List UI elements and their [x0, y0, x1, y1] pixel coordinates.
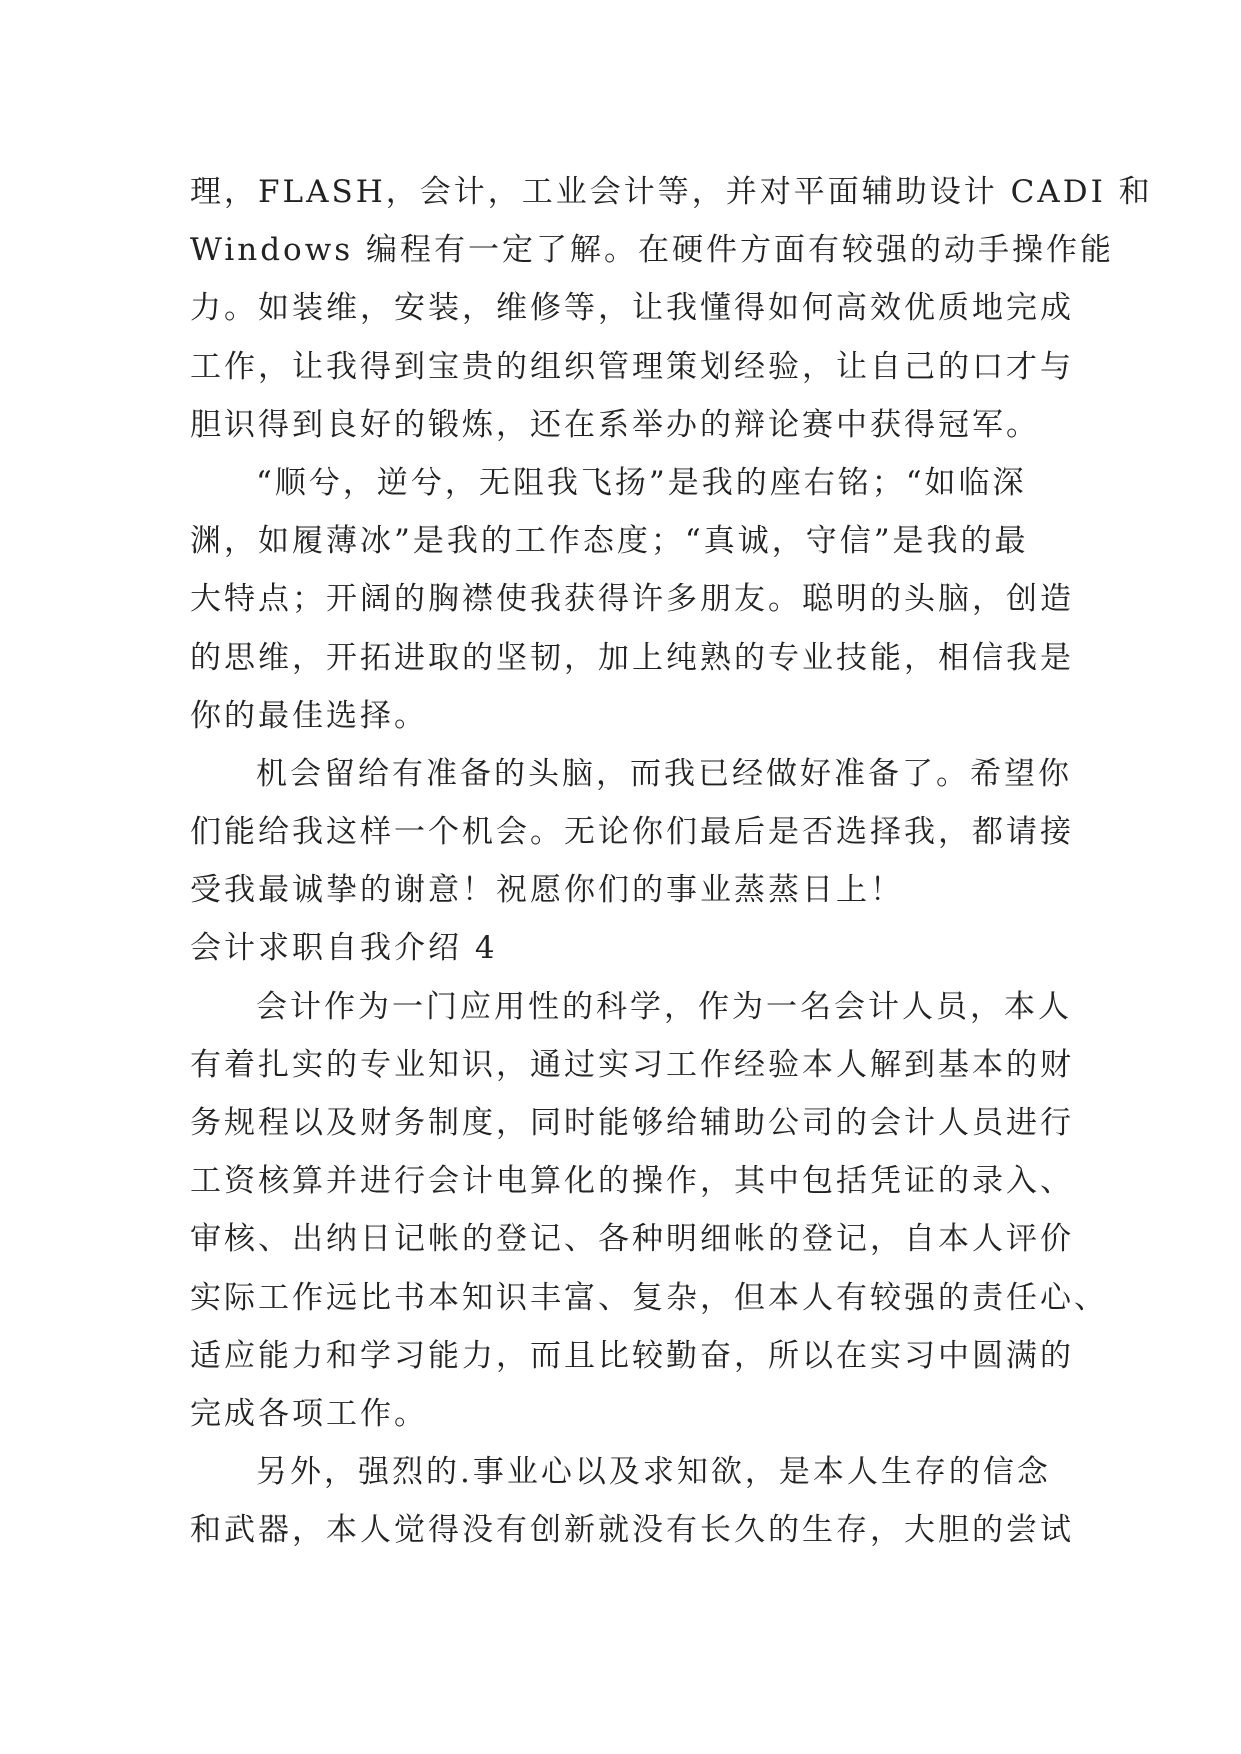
body-line: 有着扎实的专业知识，通过实习工作经验本人解到基本的财: [190, 1046, 1074, 1083]
body-line: 受我最诚挚的谢意！祝愿你们的事业蒸蒸日上！: [190, 872, 904, 909]
body-line: 你的最佳选择。: [190, 697, 428, 734]
paragraph-first-line: 会计作为一门应用性的科学，作为一名会计人员，本人: [256, 988, 1072, 1025]
body-line: 和武器，本人觉得没有创新就没有长久的生存，大胆的尝试: [190, 1512, 1074, 1549]
body-line: Windows 编程有一定了解。在硬件方面有较强的动手操作能: [190, 232, 1115, 269]
body-line: 大特点；开阔的胸襟使我获得许多朋友。聪明的头脑，创造: [190, 581, 1074, 618]
body-line: 审核、出纳日记帐的登记、各种明细帐的登记，自本人评价: [190, 1221, 1074, 1258]
section-heading: 会计求职自我介绍 4: [190, 930, 498, 967]
body-line: 理，FLASH，会计，工业会计等，并对平面辅助设计 CADI 和: [190, 174, 1153, 210]
document-body: [190, 163, 1153, 1560]
paragraph-first-line: 另外，强烈的.事业心以及求知欲，是本人生存的信念: [256, 1454, 1051, 1491]
body-line: 胆识得到良好的锻炼，还在系举办的辩论赛中获得冠军。: [190, 406, 1040, 443]
body-line: 渊，如履薄冰”是我的工作态度；“真诚，守信”是我的最: [190, 523, 1029, 560]
body-line: 工作，让我得到宝贵的组织管理策划经验，让自己的口才与: [190, 348, 1074, 385]
body-line: 工资核算并进行会计电算化的操作，其中包括凭证的录入、: [190, 1163, 1074, 1200]
body-line: 实际工作远比书本知识丰富、复杂，但本人有较强的责任心、: [190, 1279, 1108, 1316]
paragraph-first-line: “顺兮，逆兮，无阻我飞扬”是我的座右铭；“如临深: [256, 464, 1027, 501]
body-line: 力。如装维，安装，维修等，让我懂得如何高效优质地完成: [190, 290, 1074, 327]
body-line: 适应能力和学习能力，而且比较勤奋，所以在实习中圆满的: [190, 1337, 1074, 1374]
body-line: 务规程以及财务制度，同时能够给辅助公司的会计人员进行: [190, 1105, 1074, 1141]
paragraph-first-line: 机会留给有准备的头脑，而我已经做好准备了。希望你: [256, 755, 1072, 792]
body-line: 的思维，开拓进取的坚韧，加上纯熟的专业技能，相信我是: [190, 639, 1074, 676]
body-line: 完成各项工作。: [190, 1395, 428, 1432]
body-line: 们能给我这样一个机会。无论你们最后是否选择我，都请接: [190, 814, 1074, 851]
